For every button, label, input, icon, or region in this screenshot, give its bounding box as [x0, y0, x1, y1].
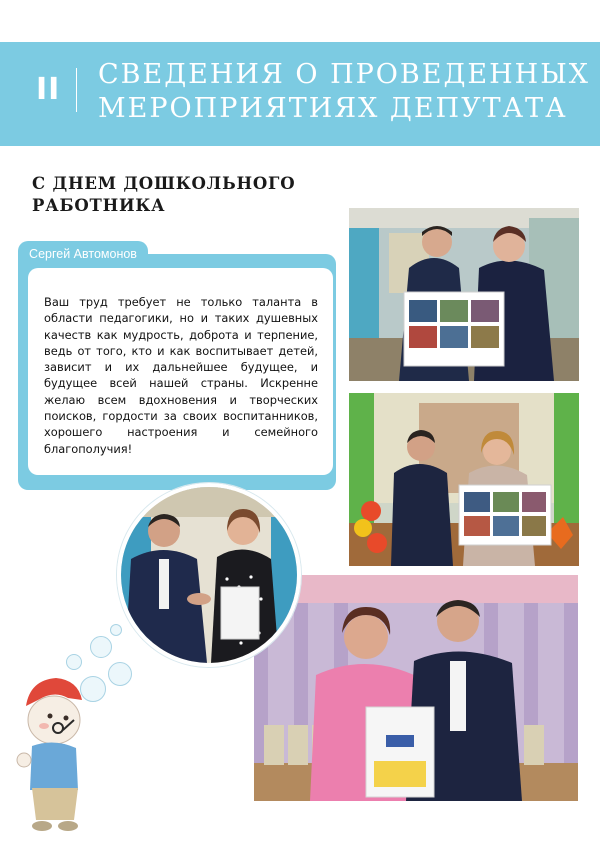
section-title	[98, 58, 593, 126]
mascot-illustration	[8, 650, 108, 845]
photo-event-3	[254, 575, 578, 801]
photo-handshake	[117, 483, 301, 667]
event-title-line-1: С ДНЕМ ДОШКОЛЬНОГО	[32, 174, 296, 193]
section-title-line-1: СВЕДЕНИЯ О ПРОВЕДЕННЫХ	[98, 59, 591, 90]
bubble-decoration	[110, 624, 122, 636]
photo-event-2	[349, 393, 579, 566]
header-divider	[76, 68, 77, 112]
photo-event-1	[349, 208, 579, 381]
quote-text: Ваш труд требует не только таланта в области педагогики, но и таких душевных качеств как мудрость, доброта и терпение, ведь от того, кто и как воспитывает детей, зависит и их дальнейшее будущее, и будущее всей нашей страны. Искренне желаю всем вдохновения и творческих поисков, гордости за своих воспитанников, хорошего настроения и семейного благополучия!	[44, 295, 318, 456]
event-title	[32, 173, 332, 217]
bubble-decoration	[108, 662, 132, 686]
section-title-line-2: МЕРОПРИЯТИЯХ ДЕПУТАТА	[98, 93, 568, 124]
author-tab: Сергей Автомонов	[18, 241, 148, 267]
event-title-line-2: РАБОТНИКА	[32, 196, 166, 215]
section-number: II	[36, 72, 61, 107]
